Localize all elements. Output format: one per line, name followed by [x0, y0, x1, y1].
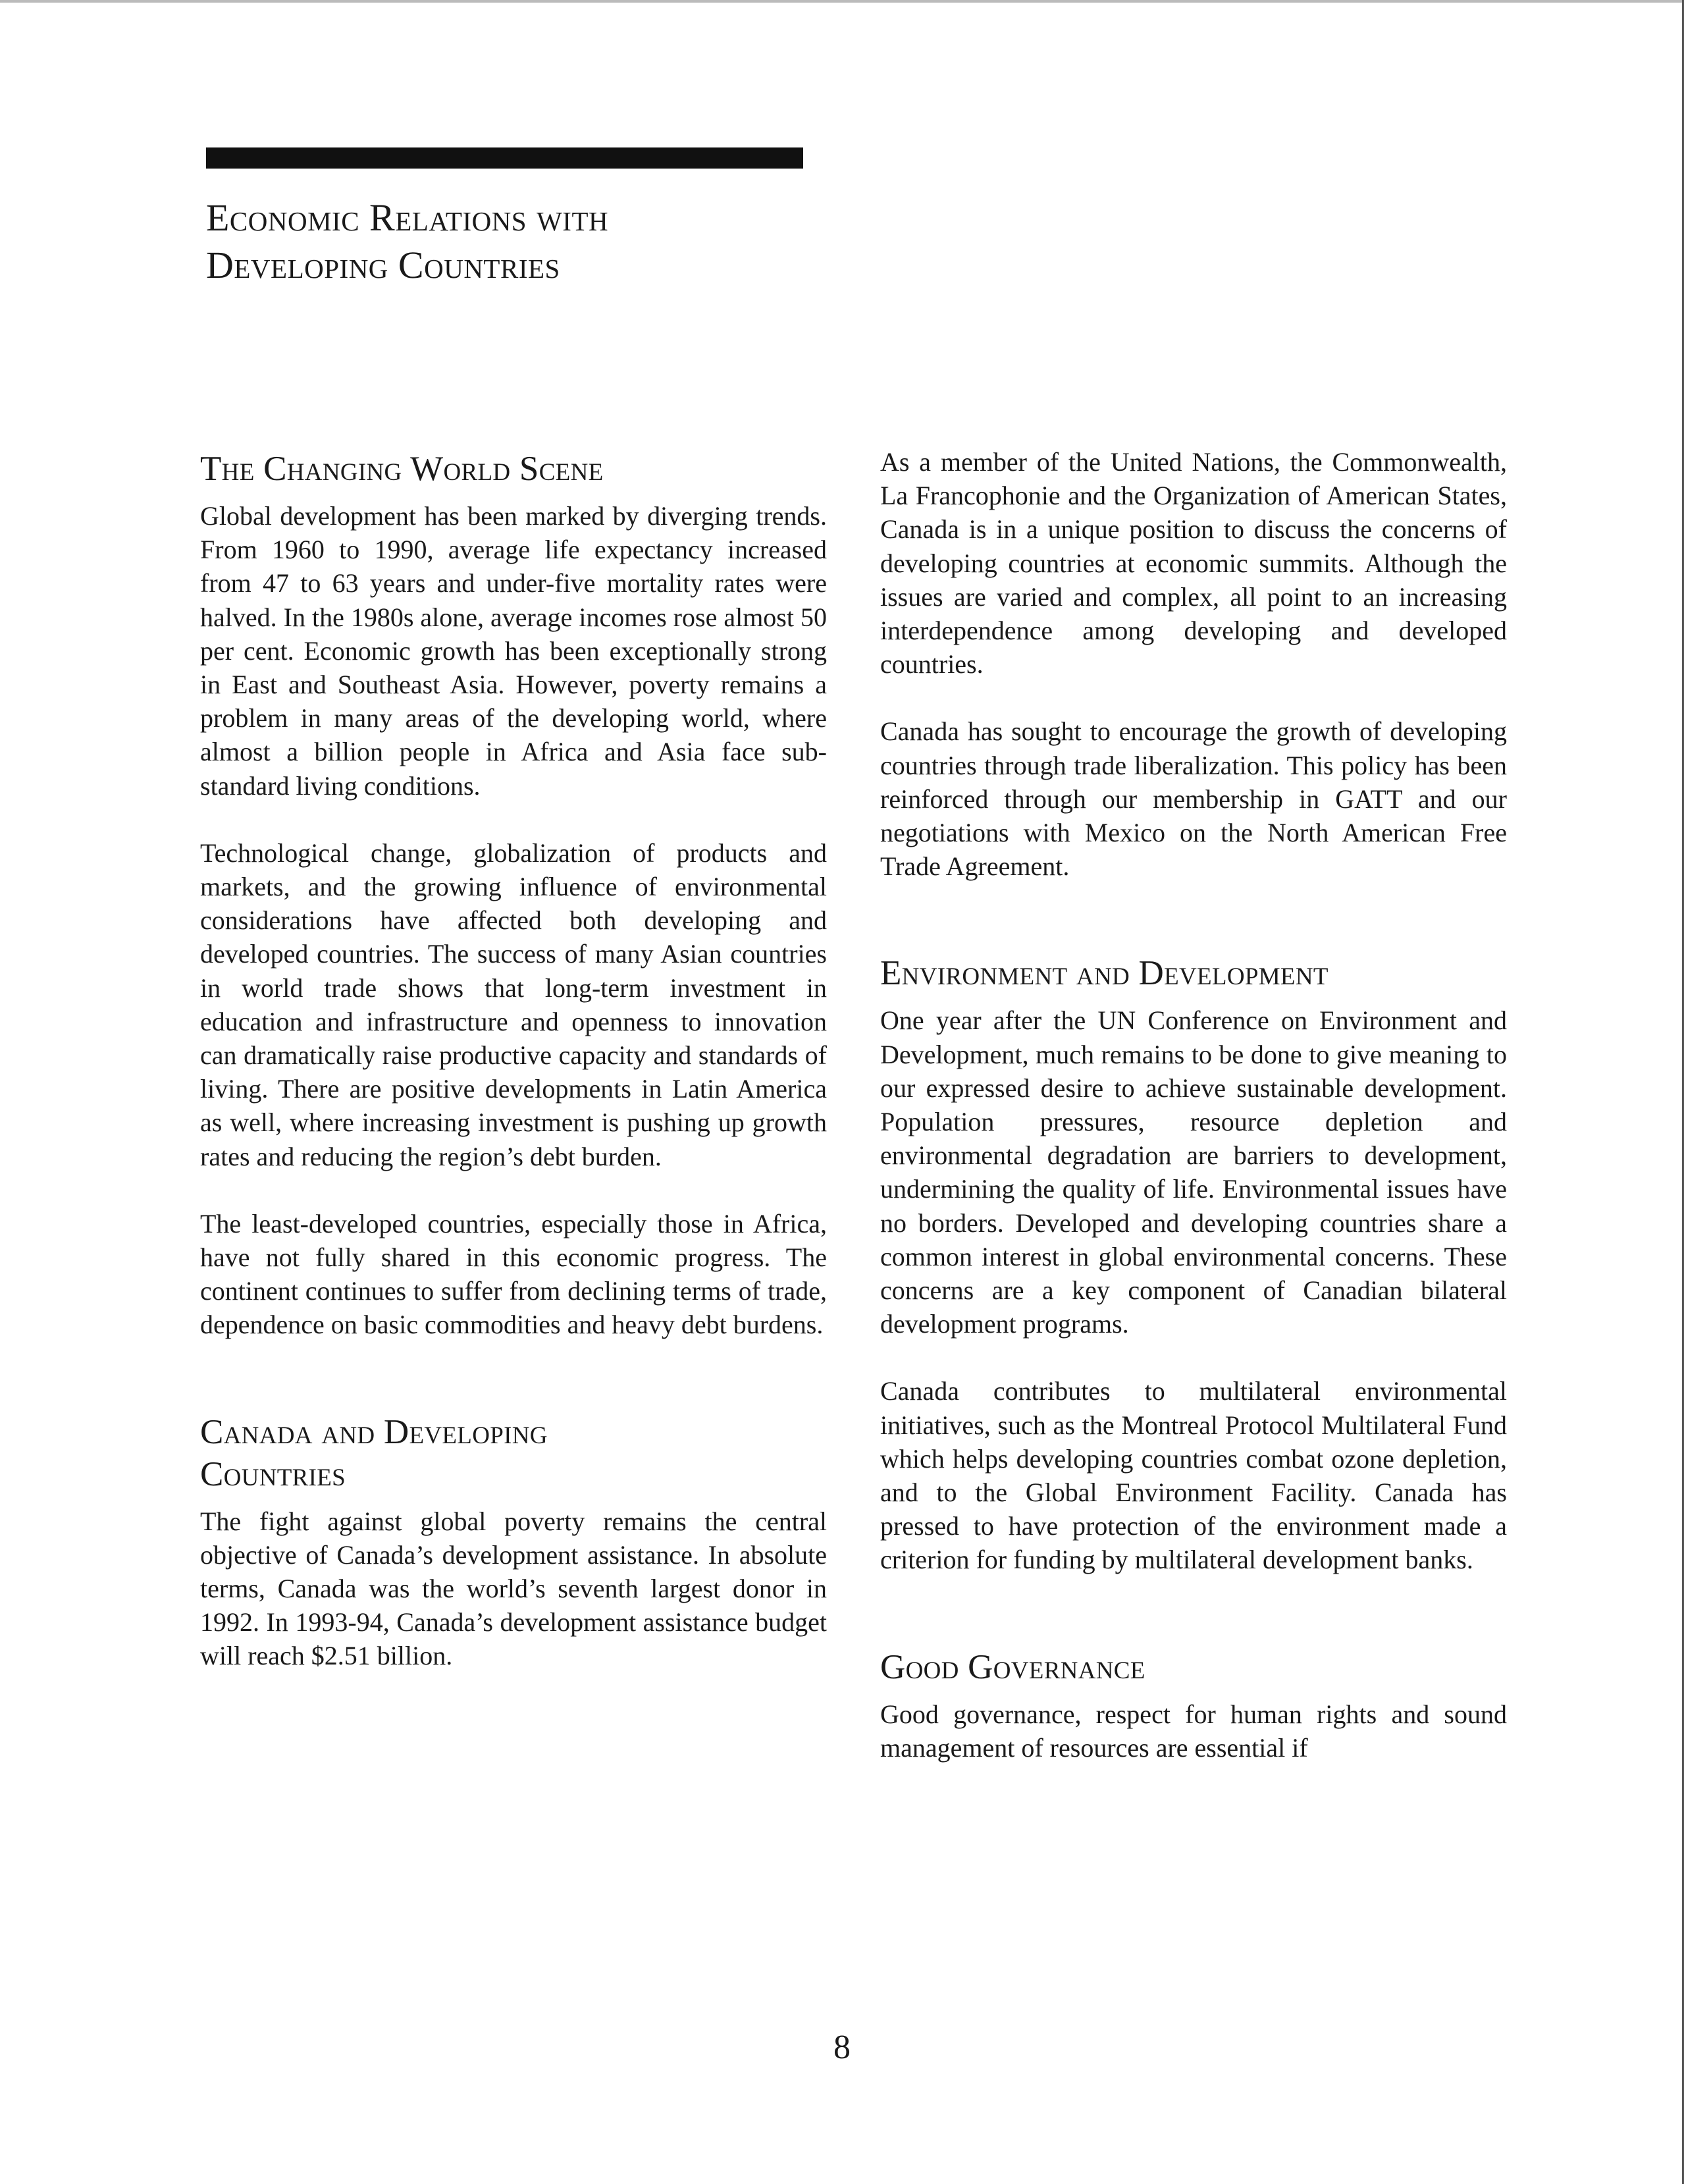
page-number: 8: [833, 2029, 851, 2066]
section-heading-changing-world-scene: The Changing World Scene: [200, 450, 604, 488]
page-title-line2: Developing Countries: [206, 244, 560, 286]
section-heading-environment-development: Environment and Development: [880, 954, 1329, 993]
section-heading-canada-developing-countries: [200, 1411, 827, 1495]
paragraph: As a member of the United Nations, the Commonwealth, La Francophonie and the Organization of American States, Canada is in a unique position to discuss the concerns of developing countries at economic summits. Although the issues are varied and complex, all point to an increasing interdependence among developing and developed countries.: [880, 447, 1507, 679]
page-title-line1: Economic Relations with: [206, 196, 609, 239]
right-column: [880, 445, 1507, 1765]
paragraph: The fight against global poverty remains the central objective of Canada’s development assistance. In absolute terms, Canada was the world’s seventh largest donor in 1992. In 1993-94, Canada’s development assistance budget will reach $2.51 billion.: [200, 1506, 827, 1671]
section-heading-good-governance: Good Governance: [880, 1647, 1145, 1686]
paragraph: Technological change, globalization of products and markets, and the growing influence of environmental considerations have affected both developing and developed countries. The success of many Asian countries in world trade shows that long-term investment in education and infrastructure and openness to innovation can dramatically raise productive capacity and standards of living. There are positive developments in Latin America as well, where increasing investment is pushing up growth rates and reducing the region’s debt burden.: [200, 838, 827, 1171]
page-title: [206, 194, 864, 289]
heading-line: Canada and Developing: [200, 1412, 548, 1451]
paragraph: Canada has sought to encourage the growth of developing countries through trade liberalization. This policy has been reinforced through our membership in GATT and our negotiations with Mexico on the North American Free Trade Agreement.: [880, 716, 1507, 882]
paragraph: The least-developed countries, especially those in Africa, have not fully shared in this economic progress. The continent continues to suffer from declining terms of trade, dependence on basic commodities and heavy debt burdens.: [200, 1208, 827, 1340]
paragraph: One year after the UN Conference on Environment and Development, much remains to be done to give meaning to our expressed desire to achieve sustainable development. Population pressures, resource depletion and environmental degradation are barriers to development, undermining the quality of life. Environmental issues have no borders. Developed and developing countries share a common interest in global environmental concerns. These concerns are a key component of Canadian bilateral development programs.: [880, 1005, 1507, 1339]
left-column: [200, 448, 827, 1673]
paragraph: Global development has been marked by diverging trends. From 1960 to 1990, average life expectancy increased from 47 to 63 years and under-five mortality rates were halved. In the 1980s alone, average incomes rose almost 50 per cent. Economic growth has been exceptionally strong in East and Southeast Asia. However, poverty remains a problem in many areas of the developing world, where almost a billion people in Africa and Asia face sub-standard living conditions.: [200, 501, 827, 801]
title-rule-bar: [206, 147, 803, 169]
heading-line: Countries: [200, 1454, 346, 1493]
paragraph: Good governance, respect for human rights and sound management of resources are essential if: [880, 1699, 1507, 1763]
paragraph: Canada contributes to multilateral environmental initiatives, such as the Montreal Protocol Multilateral Fund which helps developing countries combat ozone depletion, and to the Global Environment Facility. Canada has pressed to have protection of the environment made a criterion for funding by multilateral development banks.: [880, 1376, 1507, 1575]
page-top-edge: [0, 0, 1684, 3]
